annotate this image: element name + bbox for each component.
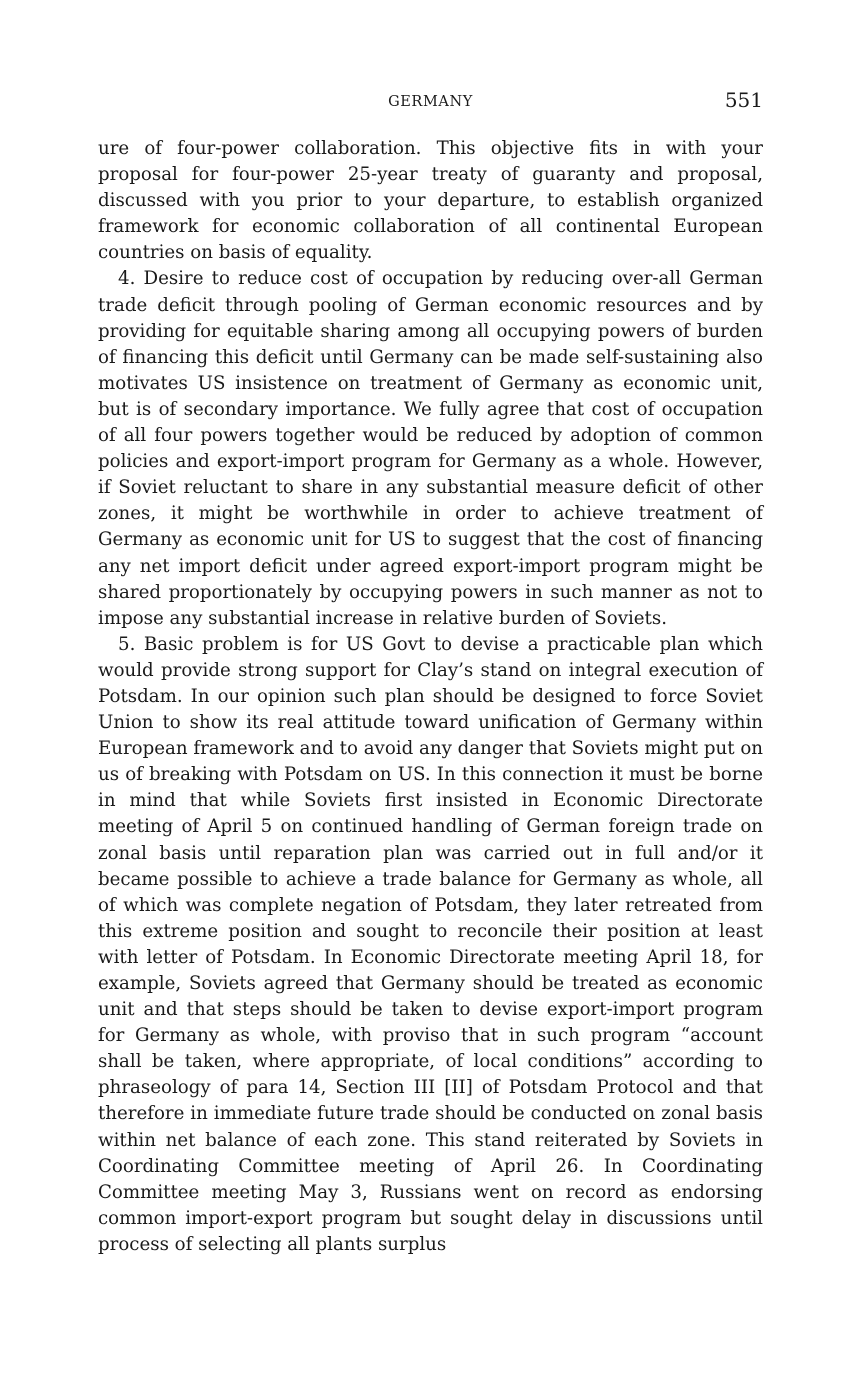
page-header bbox=[98, 88, 763, 120]
paragraph-point-4: 4. Desire to reduce cost of occupation by reducing over-all German trade deficit through pooling of German economic resources and by providing for equitable sharing among all occupying powers of burden of financing this deficit until Germany can be made self-sustaining also motivates US insistence on treatment of Germany as economic unit, but is of secondary importance. We fully agree that cost of occupation of all four powers together would be reduced by adoption of common policies and export-import program for Germany as a whole. However, if Soviet reluctant to share in any substantial measure deficit of other zones, it might be worthwhile in order to achieve treatment of Germany as economic unit for US to suggest that the cost of financing any net import deficit under agreed export-import program might be shared proportionately by occupying powers in such manner as not to impose any substantial increase in relative burden of Soviets. bbox=[98, 268, 763, 629]
page-number: 551 bbox=[724, 88, 763, 112]
running-head: GERMANY bbox=[388, 94, 473, 110]
paragraph-point-5: 5. Basic problem is for US Govt to devise a practicable plan which would provide strong support for Clay’s stand on integral execution of Potsdam. In our opinion such plan should be designed to force Soviet Union to show its real attitude toward unification of Germany within European framework and to avoid any danger that Soviets might put on us of breaking with Potsdam on US. In this connection it must be borne in mind that while Soviets first insisted in Economic Directorate meeting of April 5 on continued handling of German foreign trade on zonal basis until reparation plan was carried out in full and/or it became possible to achieve a trade balance for Germany as whole, all of which was complete negation of Potsdam, they later retreated from this extreme position and sought to reconcile their position at least with letter of Potsdam. In Economic Directorate meeting April 18, for example, Soviets agreed that Germany should be treated as economic unit and that steps should be taken to devise export-import program for Germany as whole, with proviso that in such program “account shall be taken, where appropriate, of local conditions” according to phraseology of para 14, Section III [II] of Potsdam Protocol and that therefore in immediate future trade should be conducted on zonal basis within net balance of each zone. This stand reiterated by Soviets in Coordinating Committee meeting of April 26. In Coordinating Committee meeting May 3, Russians went on record as endorsing common import-export program but sought delay in discussions until process of selecting all plants surplus bbox=[98, 633, 763, 1255]
body-text bbox=[98, 136, 763, 1258]
paragraph-continued: ure of four-power collaboration. This objective fits in with your proposal for four-power 25-year treaty of guaranty and proposal, discussed with you prior to your departure, to establish organized framework for economic collaboration of all continental European countries on basis of equality. bbox=[98, 138, 763, 264]
